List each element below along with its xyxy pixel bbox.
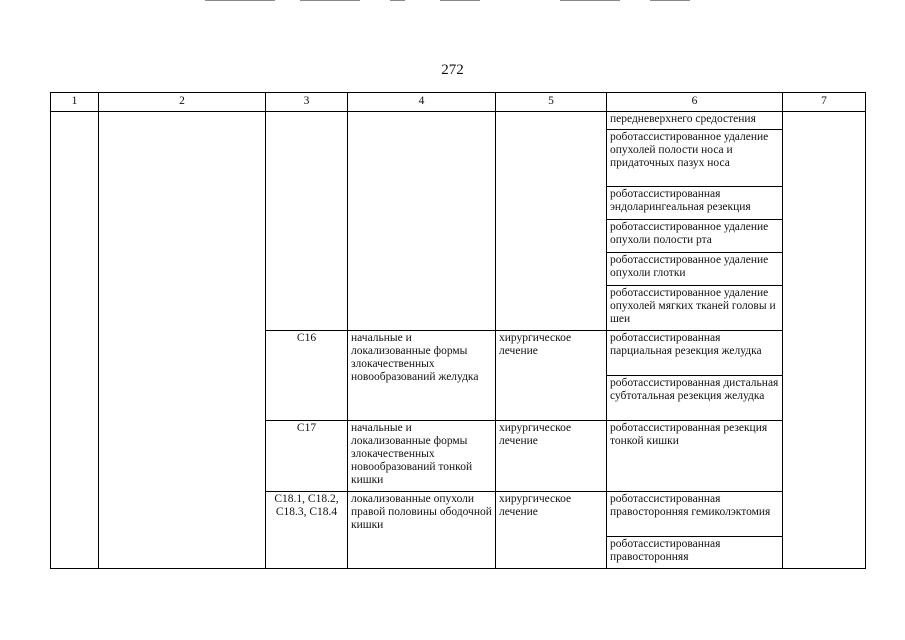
method-cell: роботассистированное удаление опухолей мягких тканей головы и шеи [607, 286, 783, 331]
condition-cell: начальные и локализованные формы злокачественных новообразований желудка [348, 331, 496, 421]
code-cell: C16 [266, 331, 348, 421]
column-header: 6 [607, 93, 783, 112]
scan-artifact [300, 0, 360, 1]
table-header-row [51, 93, 866, 112]
treatment-cell: хирургическое лечение [496, 331, 607, 421]
col5-cell [496, 112, 607, 331]
col3-cell [266, 112, 348, 331]
scan-artifact [205, 0, 275, 1]
column-header: 1 [51, 93, 99, 112]
col4-cell [348, 112, 496, 331]
method-cell: роботассистированная парциальная резекция желудка [607, 331, 783, 376]
col2-cell [99, 112, 266, 569]
condition-cell: начальные и локализованные формы злокачественных новообразований тонкой кишки [348, 421, 496, 492]
scan-artifact [390, 0, 405, 1]
scan-artifact [560, 0, 620, 1]
column-header: 2 [99, 93, 266, 112]
method-cell: роботассистированное удаление опухоли глотки [607, 253, 783, 286]
medical-care-table [50, 92, 866, 569]
method-cell: роботассистированная резекция тонкой кишки [607, 421, 783, 492]
column-header: 3 [266, 93, 348, 112]
treatment-cell: хирургическое лечение [496, 421, 607, 492]
method-cell: роботассистированная правосторонняя [607, 537, 783, 569]
method-cell: роботассистированное удаление опухолей полости носа и придаточных пазух носа [607, 130, 783, 187]
method-cell: передневерхнего средостения [607, 112, 783, 130]
col1-cell [51, 112, 99, 569]
method-cell: роботассистированное удаление опухоли полости рта [607, 220, 783, 253]
page-number: 272 [441, 62, 464, 78]
condition-cell: локализованные опухоли правой половины ободочной кишки [348, 492, 496, 569]
col7-cell [783, 112, 866, 569]
column-header: 5 [496, 93, 607, 112]
method-cell: роботассистированная эндоларингеальная резекция [607, 187, 783, 220]
method-cell: роботассистированная дистальная субтотальная резекция желудка [607, 376, 783, 421]
column-header: 4 [348, 93, 496, 112]
table-row [51, 112, 866, 130]
scan-artifact [650, 0, 690, 1]
code-cell: C17 [266, 421, 348, 492]
code-cell: C18.1, C18.2, C18.3, C18.4 [266, 492, 348, 569]
scan-artifact [440, 0, 480, 1]
column-header: 7 [783, 93, 866, 112]
treatment-cell: хирургическое лечение [496, 492, 607, 569]
method-cell: роботассистированная правосторонняя гемиколэктомия [607, 492, 783, 537]
